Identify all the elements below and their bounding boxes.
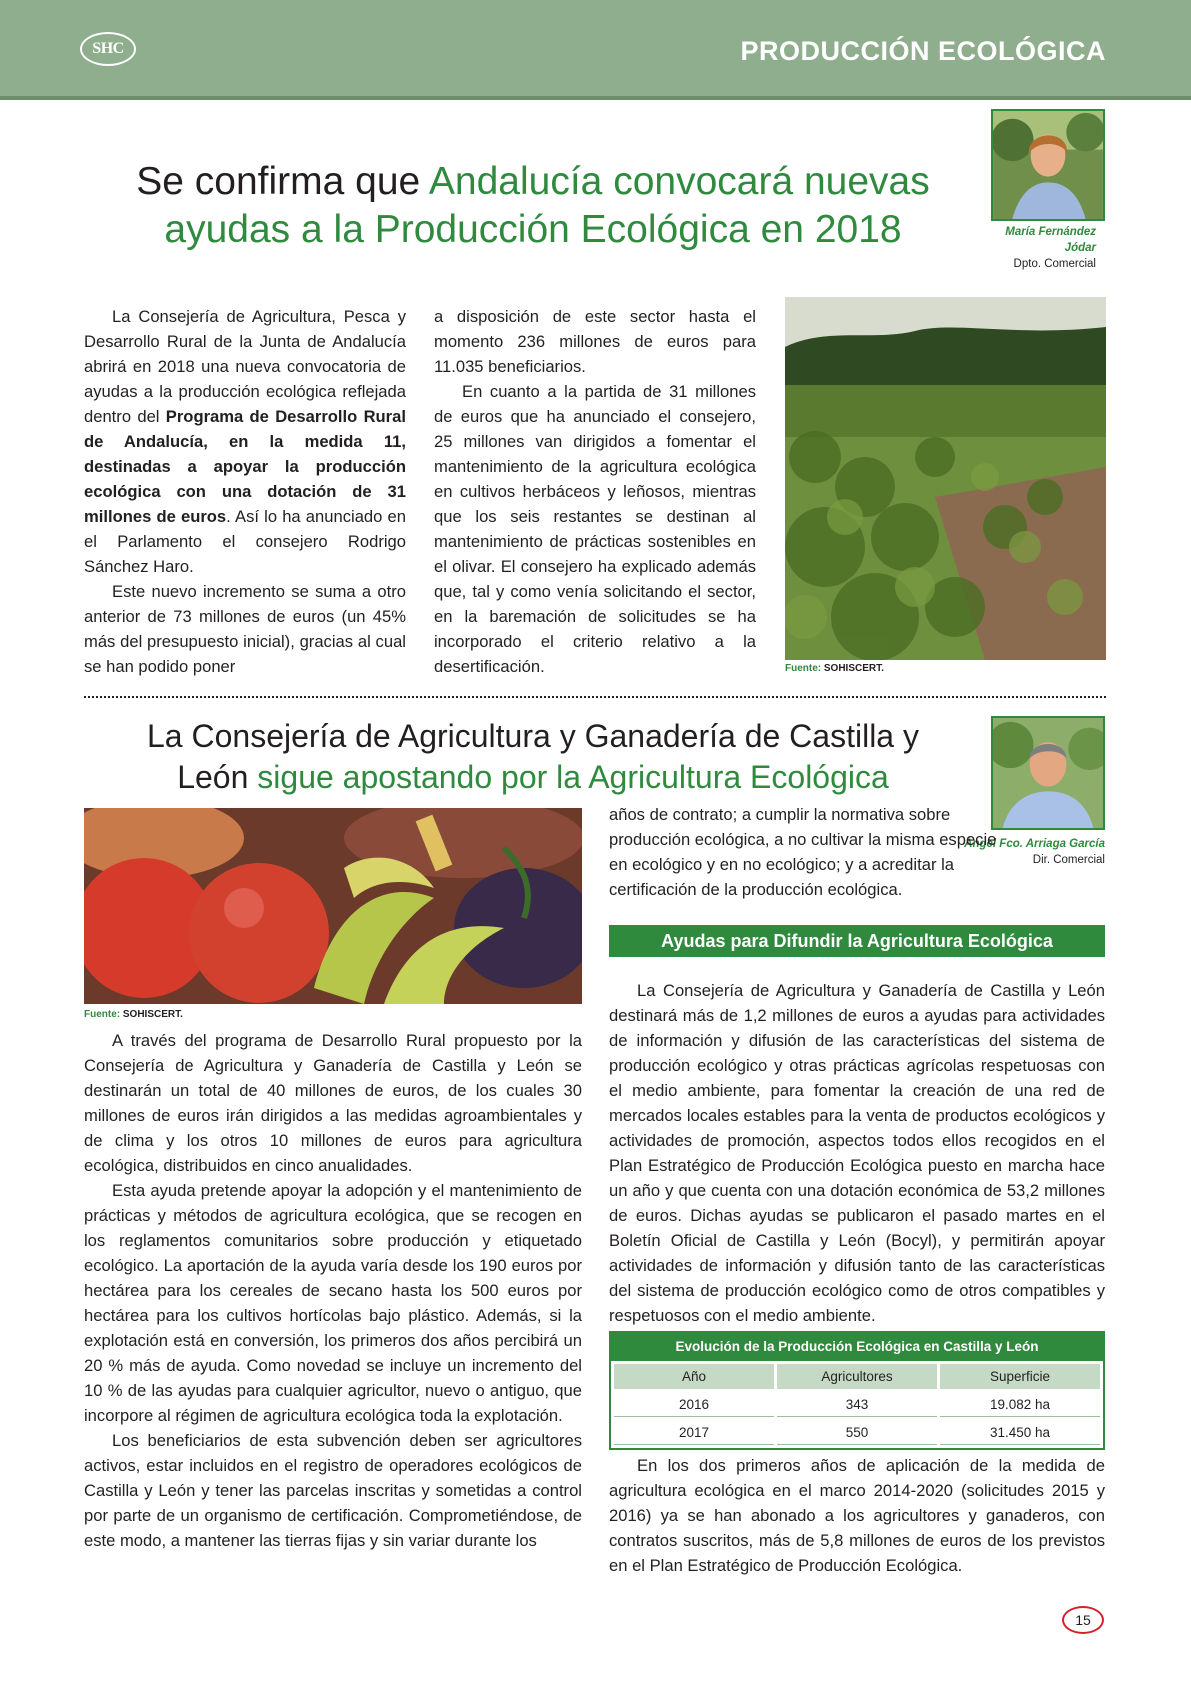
subsection-heading: Ayudas para Difundir la Agricultura Ecológica [609,925,1105,957]
table-row: 2016 343 19.082 ha [614,1392,1100,1417]
article2-right-column: La Consejería de Agricultura y Ganadería de Castilla y León destinará más de 1,2 millones de euros a ayudas para actividades de información y difusión de las características del sistema de producción ecológico y otras prácticas agrícolas respetuosas con el medio ambiente, para fomentar la creación de una red de mercados locales estables para la venta de productos ecológicos y actividades de promoción, aspectos todos ellos recogidos en el Plan Estratégico de Producción Ecológica puesto en marcha hace un año y que cuenta con una dotación económica de 53,2 millones de euros. Dichas ayudas se publicaron el pasado martes en el Boletín Oficial de Castilla y León (Bocyl), y permitirán apoyar actividades de información y difusión tanto de las características del sistema de producción ecológico como de otros compatibles y respetuosos con el medio ambiente. [609,981,1105,1325]
woman-portrait-image [993,111,1103,219]
author1-portrait [991,109,1105,221]
author2-caption: Ángel Fco. Arriaga García Dir. Comercial [964,838,1105,866]
kale-field-image [785,297,1106,660]
article1-photo-source: Fuente: SOHISCERT. [785,663,884,674]
table-header-area: Superficie [940,1364,1100,1389]
kale-field-photo [785,297,1106,660]
section-title: PRODUCCIÓN ECOLÓGICA [740,36,1106,66]
section-divider [84,696,1106,698]
vegetables-image [84,808,582,1004]
vegetables-photo [84,808,582,1004]
table-header-row [614,1364,1100,1389]
table-row: 2017 550 31.450 ha [614,1420,1100,1445]
shc-logo: SHC [80,32,136,66]
article2-left-column: A través del programa de Desarrollo Rural propuesto por la Consejería de Agricultura y Ganadería de Castilla y León se destinarán un total de 40 millones de euros, de los cuales 30 millones de euros irán dirigidos a las medidas agroambientales y de clima y los otros 10 millones de euros para agricultura ecológica, distribuidos en cinco anualidades. Esta ayuda pretende apoyar la adopción y el mantenimiento de prácticas y métodos de agricultura ecológica, que se recogen en los reglamentos comunitarios sobre producción y etiquetado ecológico. La aportación de la ayuda varía desde los 190 euros por hectárea para los cereales de secano hasta los 500 euros por hectárea para los cultivos hortícolas bajo plástico. Además, si la explotación está en conversión, los primeros dos años percibirá un 20 % más de ayuda. Como novedad se incluye un incremento del 10 % de las ayudas para cualquier agricultor, nuevo o antiguo, que incorpore al régimen de agricultura ecológica toda la explotación. Los beneficiarios de esta subvención deben ser agricultores activos, estar incluidos en el registro de operadores ecológicos de Castilla y León y tener las parcelas inscritas y sometidas a control por parte de un organismo de certificación. Comprometiéndose, de este modo, a mantener las tierras fijas y sin variar durante los [84,1031,582,1550]
page-number: 15 [1062,1606,1104,1634]
article1-title: Se confirma que Andalucía convocará nuevas ayudas a la Producción Ecológica en 2018 [136,160,930,251]
article2-right-top: años de contrato; a cumplir la normativa sobre producción ecológica, a no cultivar la misma especie en ecológico y en no ecológico; y a acreditar la certificación de la producción ecológica. [609,805,997,899]
article2-photo-source: Fuente: SOHISCERT. [84,1009,183,1020]
author1-caption: María Fernández Jódar Dpto. Comercial [1005,226,1096,270]
article1-column-2: a disposición de este sector hasta el momento 236 millones de euros para 11.035 beneficiarios. En cuanto a la partida de 31 millones de euros que ha anunciado el consejero, 25 millones van dirigidos a fomentar el mantenimiento de la agricultura ecológica en cultivos herbáceos y leñosos, mientras que los seis restantes se destinan al mantenimiento de prácticas sostenibles en el olivar. El consejero ha explicado además que, tal y como venía solicitando el sector, en la baremación de solicitudes se ha incorporado el criterio relativo a la desertificación. [434,307,756,676]
article2-right-closing: En los dos primeros años de aplicación de la medida de agricultura ecológica en el marco 2014-2020 (solicitudes 2015 y 2016) ya se han abonado a los agricultores y ganaderos, con contratos suscritos, más de 5,8 millones de euros de los previstos en el Plan Estratégico de Producción Ecológica. [609,1456,1105,1575]
table-header-farmers: Agricultores [777,1364,937,1389]
article2-title: La Consejería de Agricultura y Ganadería de Castilla y León sigue apostando por la Agricultura Ecológica [147,718,919,795]
table-header-year: Año [614,1364,774,1389]
article1-column-1: La Consejería de Agricultura, Pesca y Desarrollo Rural de la Junta de Andalucía abrirá en 2018 una nueva convocatoria de ayudas a la producción ecológica reflejada dentro del Programa de Desarrollo Rural de Andalucía, en la medida 11, destinadas a apoyar la producción ecológica con una dotación de 31 millones de euros. Así lo ha anunciado en el Parlamento el consejero Rodrigo Sánchez Haro. Este nuevo incremento se suma a otro anterior de 73 millones de euros (un 45% más del presupuesto inicial), gracias al cual se han podido poner [84,307,406,676]
table-title: Evolución de la Producción Ecológica en Castilla y León [611,1333,1103,1361]
production-table [609,1331,1105,1450]
page-header [0,0,1191,100]
